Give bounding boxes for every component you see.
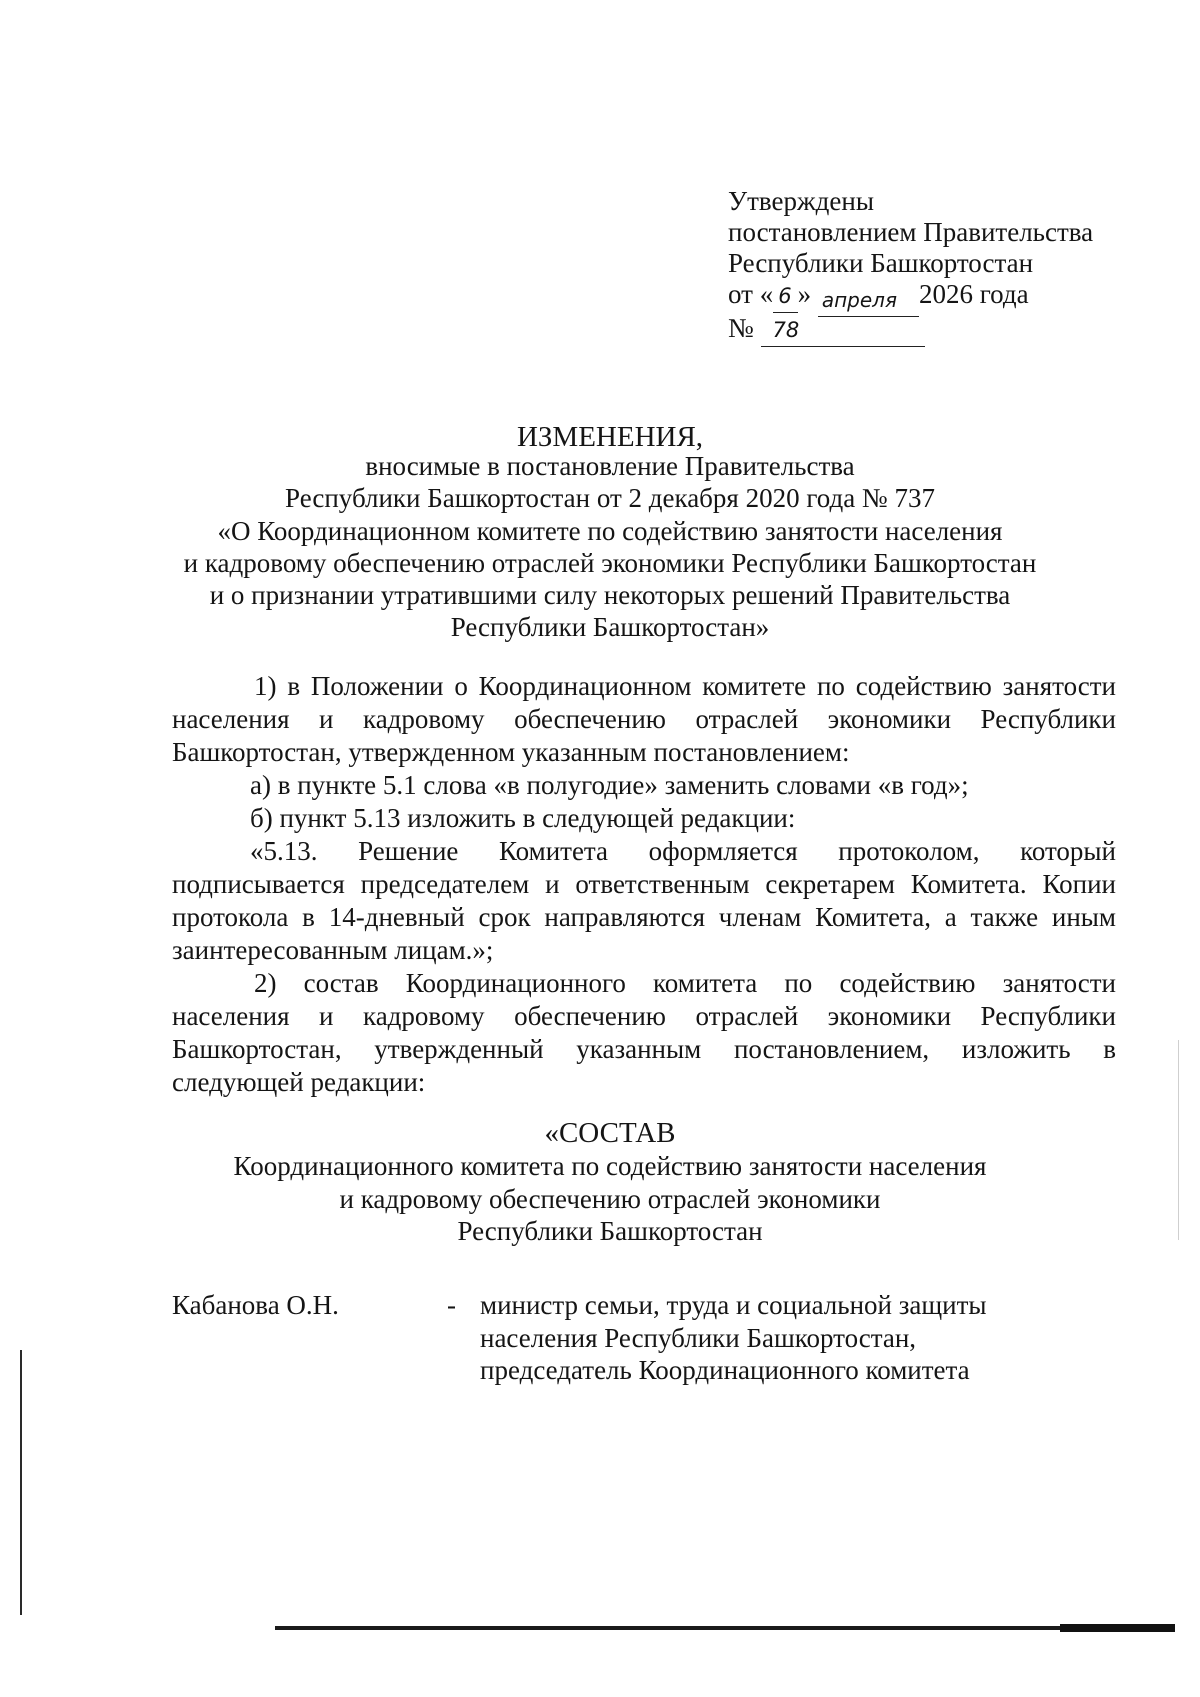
approval-stamp-block xyxy=(728,186,1093,347)
composition-subtitle-line: и кадровому обеспечению отраслей экономики xyxy=(339,1183,881,1214)
subtitle-line: и кадровому обеспечению отраслей экономики Республики Башкортостан xyxy=(183,547,1037,578)
document-subtitle xyxy=(140,450,1080,644)
composition-subtitle-line: Координационного комитета по содействию занятости населения xyxy=(233,1151,987,1181)
member-role-line: населения Республики Башкортостан, xyxy=(480,1322,917,1353)
subtitle-line: и о признании утратившими силу некоторых решений Правительства xyxy=(209,580,1011,611)
subtitle-line: Республики Башкортостан от 2 декабря 2020 года № 737 xyxy=(285,483,935,514)
approval-line-resolution: постановлением Правительства xyxy=(728,217,1094,247)
composition-subtitle-line: Республики Башкортостан xyxy=(457,1216,763,1246)
member-role-line: министр семьи, труда и социальной защиты xyxy=(480,1290,987,1320)
date-day-close: » xyxy=(797,279,812,309)
scan-artifact-bottom-line xyxy=(275,1626,1175,1630)
paragraph-item-2: 2) состав Координационного комитета по содействию занятости населения и кадровому обеспечению отраслей экономики Республики Башкортостан, утвержденный указанным постановлением, изложить в следующей редакции: xyxy=(172,968,1116,1097)
composition-title: «СОСТАВ xyxy=(544,1117,676,1149)
paragraph-quote-5-13: «5.13. Решение Комитета оформляется протоколом, который подписывается председателем и ответственным секретарем Комитета. Копии протокола в 14-дневный срок направляются членам Комитета, а также иным заинтересованным лицам.»; xyxy=(172,836,1116,965)
subtitle-line: вносимые в постановление Правительства xyxy=(365,451,855,481)
approval-line-republic: Республики Башкортостан xyxy=(728,248,1034,278)
date-prefix: от « xyxy=(728,279,774,309)
scan-artifact-bottom-bar xyxy=(1060,1624,1175,1632)
subtitle-line: «О Координационном комитете по содействию занятости населения xyxy=(217,515,1003,546)
resolution-number-handwritten: 78 xyxy=(761,315,925,347)
member-role-line: председатель Координационного комитета xyxy=(480,1355,970,1385)
member-name: Кабанова О.Н. xyxy=(172,1290,339,1320)
scan-artifact-left-edge xyxy=(20,1350,22,1615)
approval-number-line xyxy=(728,313,1093,347)
scan-artifact-right-edge xyxy=(1178,1040,1179,1240)
paragraph-item-1: 1) в Положении о Координационном комитете по содействию занятости населения и кадровому обеспечению отраслей экономики Республики Башкортостан, утвержденном указанным постановлением: xyxy=(172,671,1116,767)
paragraph-item-1a: а) в пункте 5.1 слова «в полугодие» заменить словами «в год»; xyxy=(250,770,969,800)
paragraph-item-1b: б) пункт 5.13 изложить в следующей редакции: xyxy=(250,803,796,833)
subtitle-line: Республики Башкортостан» xyxy=(450,612,770,643)
document-title: ИЗМЕНЕНИЯ, xyxy=(516,421,704,453)
date-year: 2026 года xyxy=(918,279,1029,309)
member-dash: - xyxy=(447,1290,456,1320)
document-body xyxy=(172,670,1116,1099)
member-role xyxy=(480,1289,1040,1387)
number-prefix: № xyxy=(728,313,754,343)
approval-line-approved: Утверждены xyxy=(728,186,874,216)
date-day-handwritten: 6 xyxy=(773,281,797,313)
composition-subtitle xyxy=(140,1150,1080,1248)
date-month-handwritten: апреля xyxy=(818,285,919,317)
approval-date-line xyxy=(728,279,1093,313)
